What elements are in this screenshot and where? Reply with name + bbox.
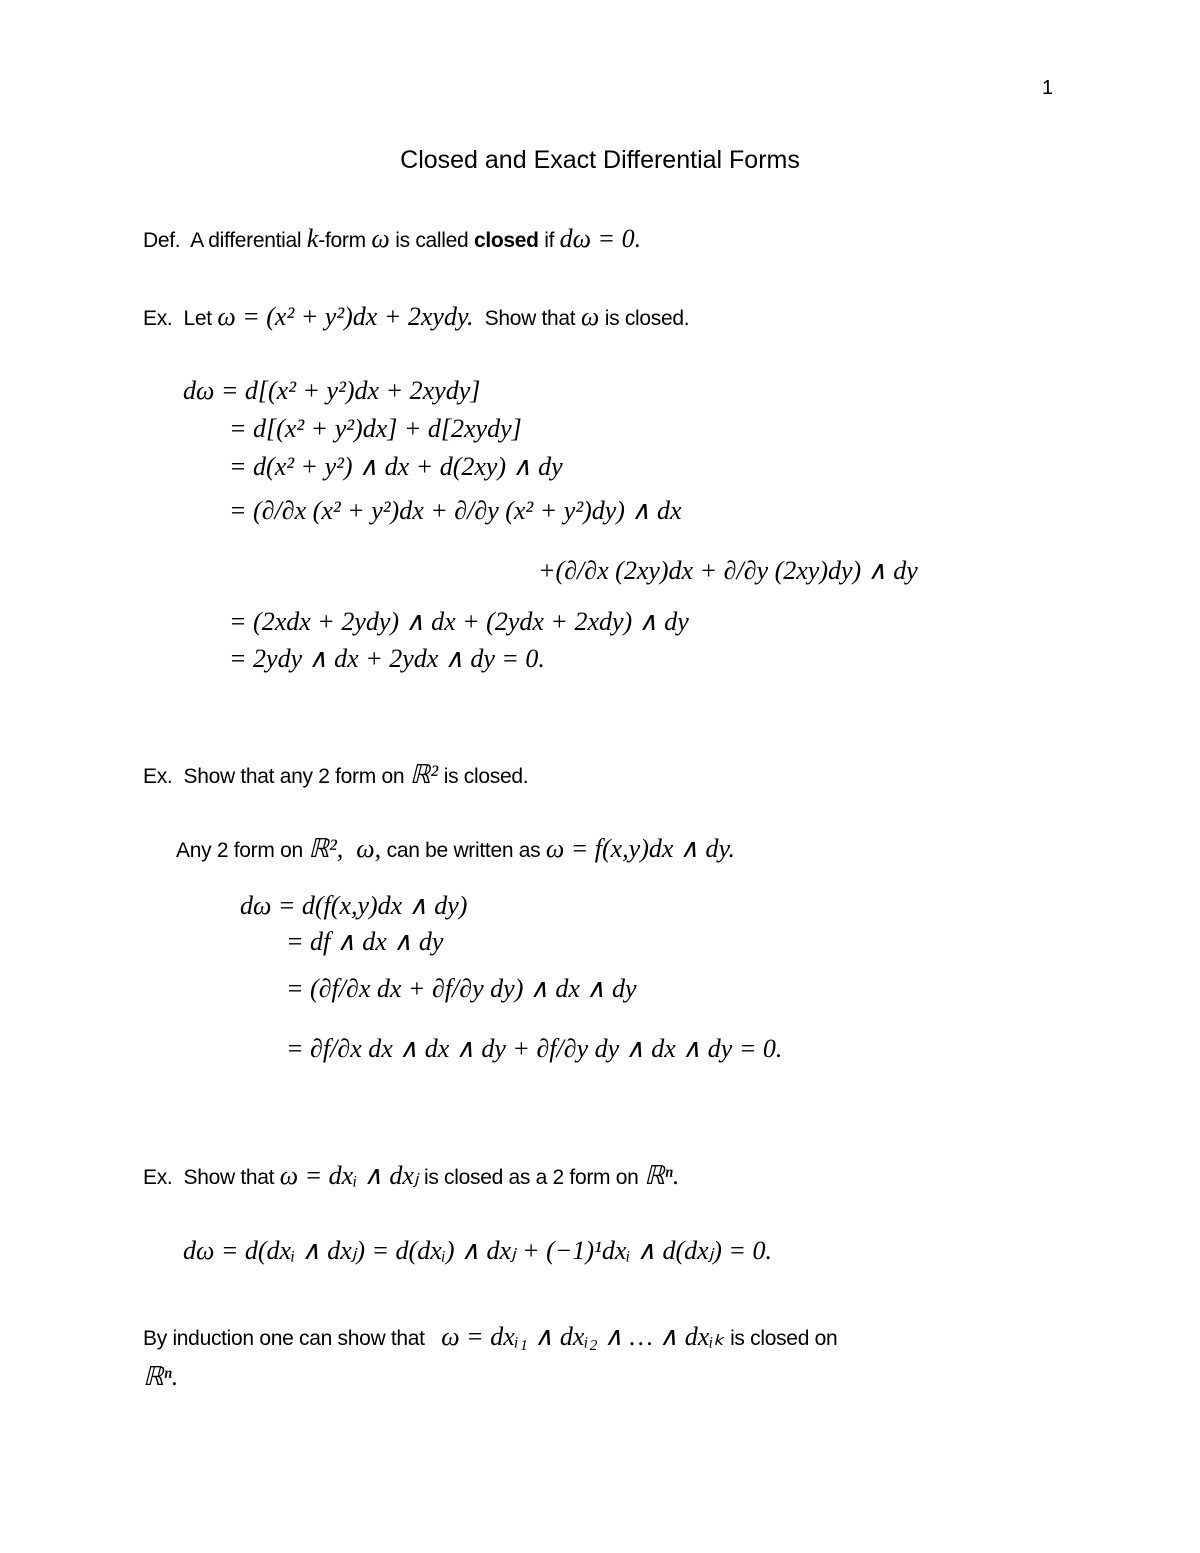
eq1-line-5 [538, 558, 918, 584]
text-run: Ex. Let [143, 307, 218, 330]
text-run: is closed. [599, 307, 690, 330]
eq2-line-3 [286, 976, 637, 1002]
text-run: By induction one can show that [143, 1327, 442, 1350]
math-expression: ℝ², ω, [308, 834, 382, 863]
math-expression: dω = d[(x² + y²)dx + 2xydy] [183, 376, 481, 405]
eq3-line-1 [183, 1238, 772, 1264]
eq2-line-1 [240, 893, 467, 919]
text-run: Ex. Show that [143, 1166, 280, 1189]
math-expression: k [306, 224, 319, 253]
eq1-line-6 [229, 609, 689, 635]
eq2-line-4 [286, 1036, 782, 1062]
eq2-line-2 [286, 929, 443, 955]
text-run: if [538, 229, 560, 252]
eq1-line-4 [229, 498, 682, 524]
math-expression: = (∂/∂x (x² + y²)dx + ∂/∂y (x² + y²)dy) ∧ dx [229, 496, 682, 525]
page-title: Closed and Exact Differential Forms [400, 146, 800, 174]
math-expression: = ∂f/∂x dx ∧ dx ∧ dy + ∂f/∂y dy ∧ dx ∧ dy = 0. [286, 1034, 783, 1063]
math-expression: ℝⁿ. [644, 1161, 680, 1190]
math-expression: ω [580, 302, 600, 331]
page-number: 1 [1042, 77, 1054, 99]
math-expression: = (2xdx + 2ydy) ∧ dx + (2ydx + 2xdy) ∧ dy [229, 607, 689, 636]
text-run: is called [389, 229, 474, 252]
example-2-setup [176, 836, 735, 862]
induction-statement-end [143, 1364, 178, 1390]
eq1-line-7 [229, 646, 545, 672]
example-3-statement [143, 1163, 679, 1189]
text-run: Any 2 form on [176, 839, 309, 862]
math-expression: ℝⁿ. [143, 1362, 179, 1391]
text-run: can be written as [381, 839, 546, 862]
math-expression: = d(x² + y²) ∧ dx + d(2xy) ∧ dy [229, 452, 563, 481]
math-expression: ω = f(x,y)dx ∧ dy. [545, 834, 736, 863]
math-expression: = 2ydy ∧ dx + 2ydx ∧ dy = 0. [229, 644, 545, 673]
text-run: Show that [473, 307, 581, 330]
induction-statement [143, 1324, 837, 1350]
text-run: -form [318, 229, 372, 252]
math-expression: dω = 0. [559, 224, 642, 253]
example-1-statement [143, 304, 689, 330]
text-run: Ex. Show that any 2 form on [143, 765, 410, 788]
eq1-line-1 [183, 378, 480, 404]
math-expression: dω = d(dxᵢ ∧ dxⱼ) = d(dxᵢ) ∧ dxⱼ + (−1)¹dxᵢ ∧ d(dxⱼ) = 0. [183, 1236, 772, 1265]
text-run: is closed on [724, 1327, 838, 1350]
math-expression: = df ∧ dx ∧ dy [286, 927, 444, 956]
math-expression: ω [371, 224, 390, 253]
text-run: Def. A differential [143, 229, 307, 252]
math-expression: = d[(x² + y²)dx] + d[2xydy] [229, 414, 522, 443]
text-run: closed [473, 229, 539, 252]
math-expression: ω = dxᵢ ∧ dxⱼ [279, 1161, 419, 1190]
math-expression: = (∂f/∂x dx + ∂f/∂y dy) ∧ dx ∧ dy [286, 974, 637, 1003]
math-expression: dω = d(f(x,y)dx ∧ dy) [240, 891, 468, 920]
math-expression: ω = (x² + y²)dx + 2xydy. [217, 302, 474, 331]
example-2-statement [143, 762, 528, 788]
math-expression: ℝ² [409, 760, 439, 789]
definition [143, 226, 641, 252]
text-run: is closed. [438, 765, 529, 788]
math-expression: ω = dxᵢ₁ ∧ dxᵢ₂ ∧ … ∧ dxᵢₖ [441, 1322, 725, 1351]
text-run: is closed as a 2 form on [418, 1166, 645, 1189]
eq1-line-2 [229, 416, 522, 442]
eq1-line-3 [229, 454, 563, 480]
math-expression: +(∂/∂x (2xy)dx + ∂/∂y (2xy)dy) ∧ dy [538, 556, 918, 585]
